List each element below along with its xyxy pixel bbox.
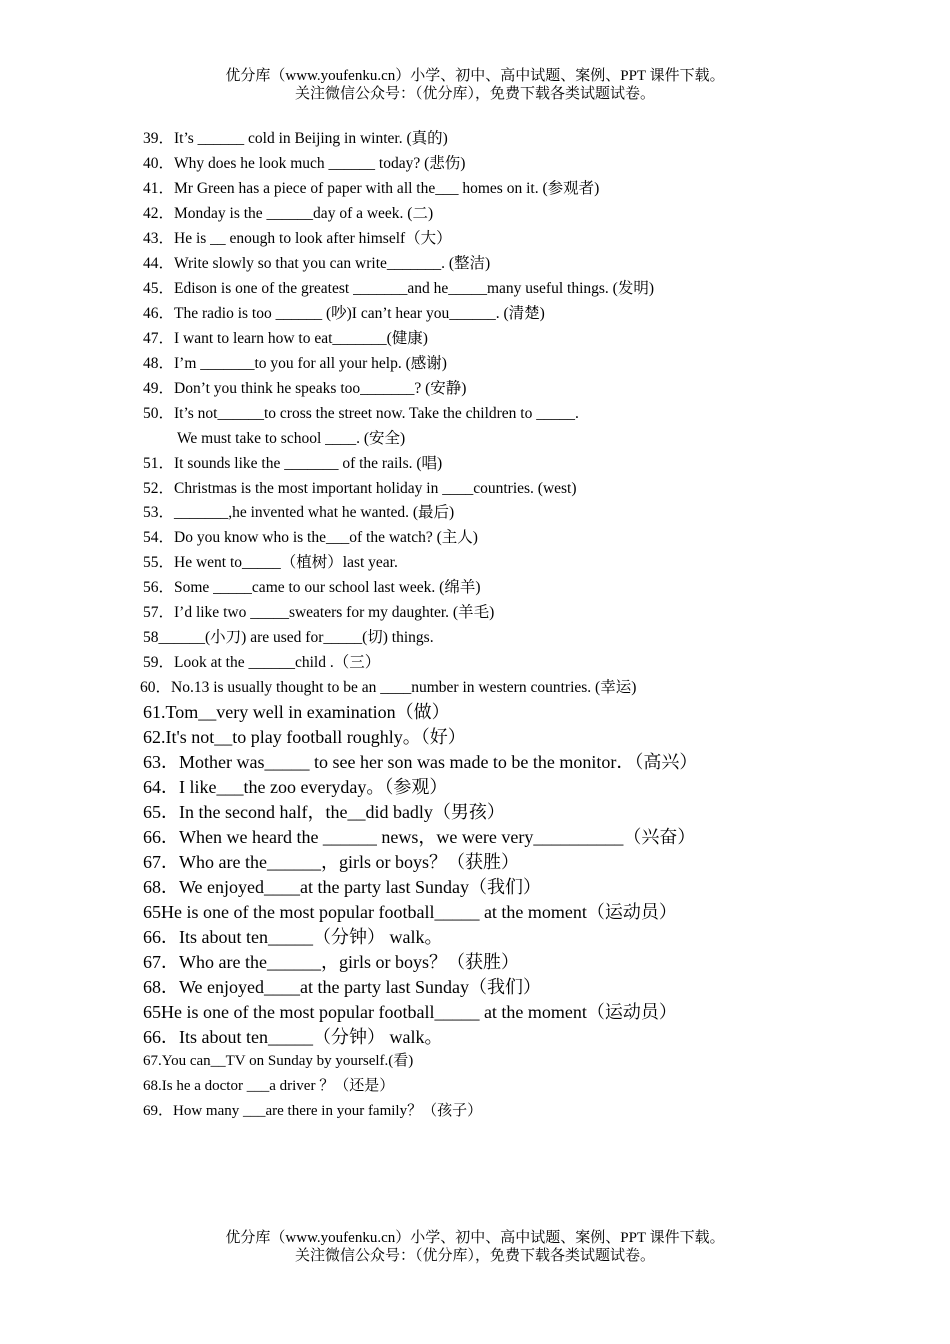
question-60: 60．No.13 is usually thought to be an ____number in western countries. (幸运) xyxy=(140,679,637,696)
question-66c: 66．Its about ten_____（分钟） walk。 xyxy=(143,1027,443,1047)
question-61: 61.Tom__very well in examination（做） xyxy=(143,702,450,722)
footer-line-1: 优分库（www.youfenku.cn）小学、初中、高中试题、案例、PPT 课件下载。 xyxy=(225,1230,725,1246)
question-67c: 67.You can__TV on Sunday by yourself.(看) xyxy=(143,1053,414,1069)
question-68c: 68.Is he a doctor ___a driver ？（还是） xyxy=(143,1078,395,1094)
question-56: 56．Some _____came to our school last week. (绵羊) xyxy=(143,579,481,596)
question-57: 57．I’d like two _____sweaters for my daughter. (羊毛) xyxy=(143,604,495,621)
question-65b: 65He is one of the most popular football_____ at the moment（运动员） xyxy=(143,902,677,922)
question-67b: 67．Who are the______，girls or boys？（获胜） xyxy=(143,952,519,972)
question-68b: 68．We enjoyed____at the party last Sunday（我们） xyxy=(143,977,541,997)
question-50: 50．It’s not______to cross the street now. Take the children to _____. xyxy=(143,405,579,422)
page-header xyxy=(0,67,950,103)
question-46: 46．The radio is too ______ (吵)I can’t hear you______. (清楚) xyxy=(143,305,545,322)
question-63: 63．Mother was_____ to see her son was made to be the monitor．（高兴） xyxy=(143,752,698,772)
question-58: 58______(小刀) are used for_____(切) things. xyxy=(143,629,434,646)
question-54: 54．Do you know who is the___of the watch? (主人) xyxy=(143,529,478,546)
question-47: 47．I want to learn how to eat_______(健康) xyxy=(143,330,428,347)
question-49: 49．Don’t you think he speaks too_______? (安静) xyxy=(143,380,467,397)
question-65c: 65He is one of the most popular football_____ at the moment（运动员） xyxy=(143,1002,677,1022)
header-line-1: 优分库（www.youfenku.cn）小学、初中、高中试题、案例、PPT 课件下载。 xyxy=(225,68,725,84)
question-44: 44．Write slowly so that you can write_______. (整洁) xyxy=(143,255,491,272)
question-53: 53．_______,he invented what he wanted. (最后) xyxy=(143,504,455,521)
question-68: 68．We enjoyed____at the party last Sunday（我们） xyxy=(143,877,541,897)
question-52: 52．Christmas is the most important holiday in ____countries. (west) xyxy=(143,480,577,497)
question-43: 43．He is __ enough to look after himself（大） xyxy=(143,230,452,247)
question-48: 48．I’m _______to you for all your help. (感谢) xyxy=(143,355,447,372)
question-39: 39．It’s ______ cold in Beijing in winter. (真的) xyxy=(143,130,448,147)
question-40: 40．Why does he look much ______ today? (悲伤) xyxy=(143,155,466,172)
question-45: 45．Edison is one of the greatest _______and he_____many useful things. (发明) xyxy=(143,280,654,297)
question-51: 51．It sounds like the _______ of the rails. (唱) xyxy=(143,455,443,472)
question-42: 42．Monday is the ______day of a week. (二) xyxy=(143,205,434,222)
question-66: 66．When we heard the ______ news，we were very__________（兴奋） xyxy=(143,827,696,847)
question-67: 67．Who are the______，girls or boys？（获胜） xyxy=(143,852,519,872)
footer-line-2: 关注微信公众号：（优分库），免费下载各类试题试卷。 xyxy=(294,1248,655,1264)
question-59: 59．Look at the ______child .（三） xyxy=(143,654,381,671)
question-69: 69．How many ___are there in your family？（孩子） xyxy=(143,1103,483,1119)
header-line-2: 关注微信公众号：（优分库），免费下载各类试题试卷。 xyxy=(294,86,655,102)
question-55: 55．He went to_____（植树）last year. xyxy=(143,554,398,571)
question-62: 62.It's not__to play football roughly。（好） xyxy=(143,727,466,747)
question-41: 41．Mr Green has a piece of paper with all the___ homes on it. (参观者) xyxy=(143,180,600,197)
question-66b: 66．Its about ten_____（分钟） walk。 xyxy=(143,927,443,947)
question-50-continued: We must take to school ____. (安全) xyxy=(177,430,406,447)
question-64: 64．I like___the zoo everyday。（参观） xyxy=(143,777,448,797)
question-65: 65．In the second half，the__did badly（男孩） xyxy=(143,802,505,822)
page-footer xyxy=(0,1229,950,1265)
